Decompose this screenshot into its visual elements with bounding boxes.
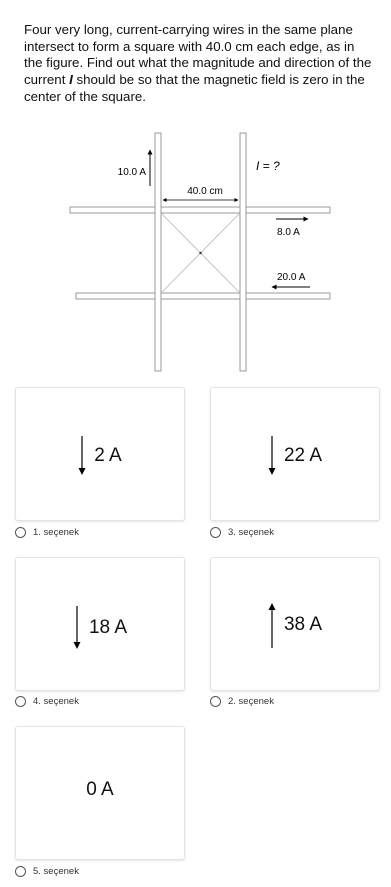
- label-unknown-current: I = ?: [256, 159, 280, 173]
- option-card-1[interactable]: [15, 387, 185, 521]
- label-20a: 20.0 A: [277, 272, 306, 283]
- radio-button[interactable]: [15, 866, 26, 877]
- radio-button[interactable]: [210, 696, 221, 707]
- option-card-2[interactable]: [210, 557, 380, 691]
- wire-figure: [64, 128, 336, 374]
- answer-text: 2 A: [94, 445, 122, 466]
- center-point: [199, 252, 201, 254]
- arrow-down-icon: [268, 436, 276, 476]
- bottom-horizontal-wire: [76, 293, 330, 299]
- radio-button[interactable]: [210, 527, 221, 538]
- top-horizontal-wire: [70, 207, 330, 213]
- question-part1: Four very long, current-carrying wires in the same plane intersect to form a square with 40.0 cm each edge, as in the figure. Find out what the magnitude and direction of the current: [24, 22, 372, 88]
- current-symbol: I: [69, 72, 73, 88]
- label-8a: 8.0 A: [277, 227, 300, 238]
- option-radio-5[interactable]: [15, 866, 79, 877]
- arrow-up-icon: [268, 602, 276, 648]
- option-radio-3[interactable]: [210, 527, 274, 538]
- answer-text: 22 A: [283, 445, 323, 466]
- option-label: 2. seçenek: [228, 696, 274, 707]
- arrow-down-icon: [78, 436, 86, 476]
- option-radio-1[interactable]: [15, 527, 79, 538]
- radio-button[interactable]: [15, 696, 26, 707]
- radio-button[interactable]: [15, 527, 26, 538]
- option-radio-4[interactable]: [15, 696, 79, 707]
- answer-text: 0 A: [86, 779, 114, 800]
- right-vertical-wire: [240, 133, 246, 371]
- option-label: 5. seçenek: [33, 866, 79, 877]
- option-radio-2[interactable]: [210, 696, 274, 707]
- option-card-4[interactable]: [15, 557, 185, 691]
- question-part2: should be so that the magnetic field is zero in the center of the square.: [24, 72, 365, 104]
- option-label: 3. seçenek: [228, 527, 274, 538]
- left-vertical-wire: [155, 133, 161, 371]
- label-10a: 10.0 A: [117, 167, 146, 178]
- option-card-3[interactable]: [210, 387, 380, 521]
- answer-text: 18 A: [88, 617, 128, 638]
- option-card-5[interactable]: [15, 726, 185, 860]
- option-label: 1. seçenek: [33, 527, 79, 538]
- answer-text: 38 A: [283, 614, 323, 635]
- label-40cm: 40.0 cm: [187, 186, 223, 197]
- arrow-down-icon: [73, 606, 81, 650]
- option-label: 4. seçenek: [33, 696, 79, 707]
- question-text: [24, 22, 374, 106]
